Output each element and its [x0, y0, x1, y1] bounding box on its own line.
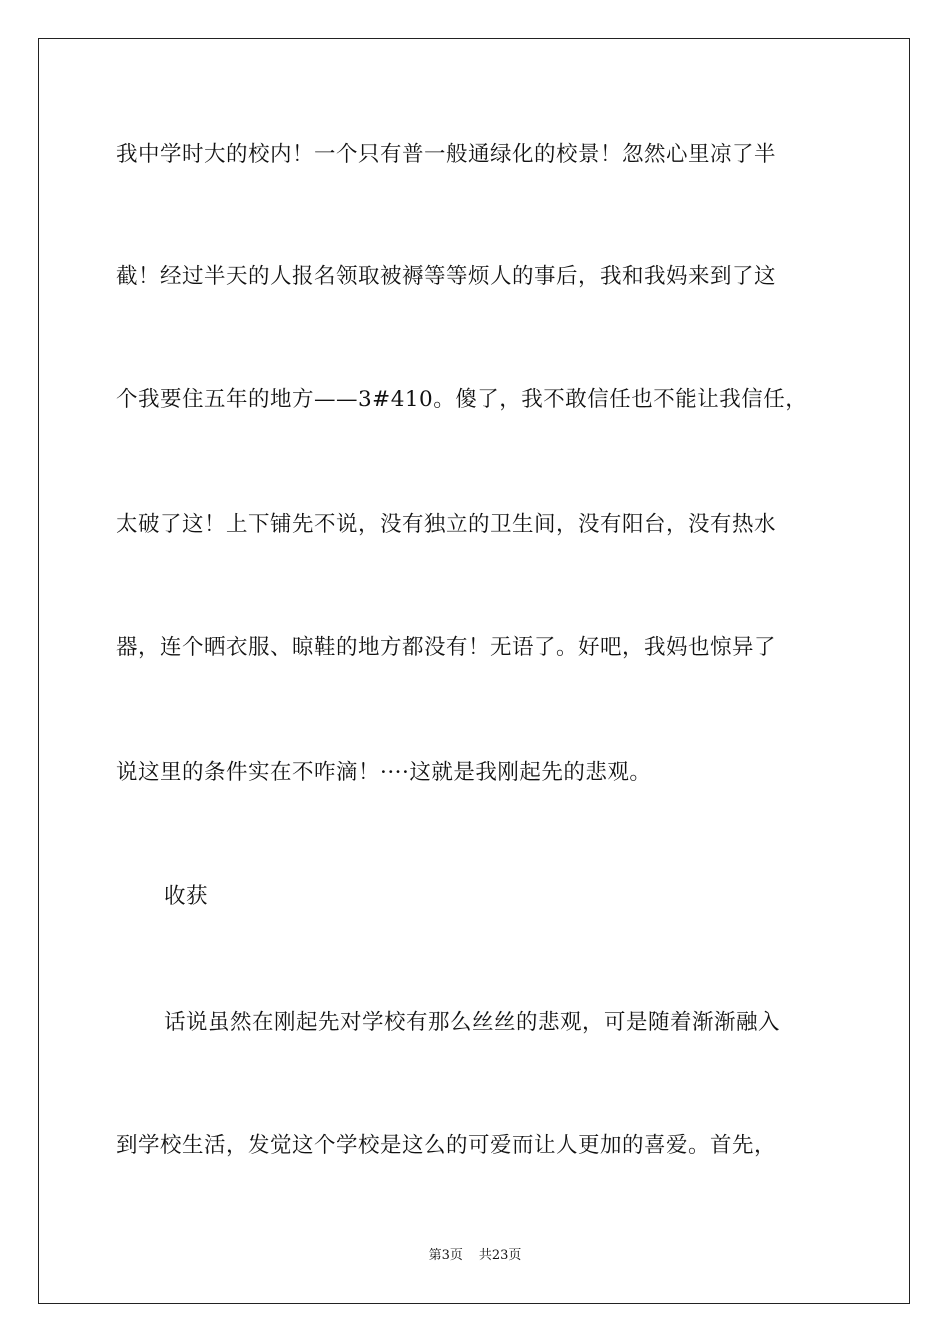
text-line-4: 太破了这！上下铺先不说，没有独立的卫生间，没有阳台，没有热水 [116, 512, 777, 537]
text-line-5: 器，连个晒衣服、晾鞋的地方都没有！无语了。好吧，我妈也惊异了 [116, 635, 777, 660]
page-total: 共23页 [478, 1248, 522, 1263]
paragraph2-line-2: 到学校生活，发觉这个学校是这么的可爱而让人更加的喜爱。首先， [116, 1133, 777, 1158]
paragraph2-line-1: 话说虽然在刚起先对学校有那么丝丝的悲观，可是随着渐渐融入 [164, 1010, 781, 1035]
text-line-1: 我中学时大的校内！一个只有普一般通绿化的校景！忽然心里凉了半 [116, 142, 777, 167]
text-line-6: 说这里的条件实在不咋滴！····这就是我刚起先的悲观。 [116, 760, 652, 785]
page-number: 第3页 [428, 1248, 463, 1263]
page-footer [0, 1247, 950, 1265]
text-line-3: 个我要住五年的地方——3#410。傻了，我不敢信任也不能让我信任， [116, 387, 808, 412]
section-heading: 收获 [164, 884, 209, 909]
text-line-2: 截！经过半天的人报名领取被褥等等烦人的事后，我和我妈来到了这 [116, 264, 777, 289]
page-border [38, 38, 910, 1304]
